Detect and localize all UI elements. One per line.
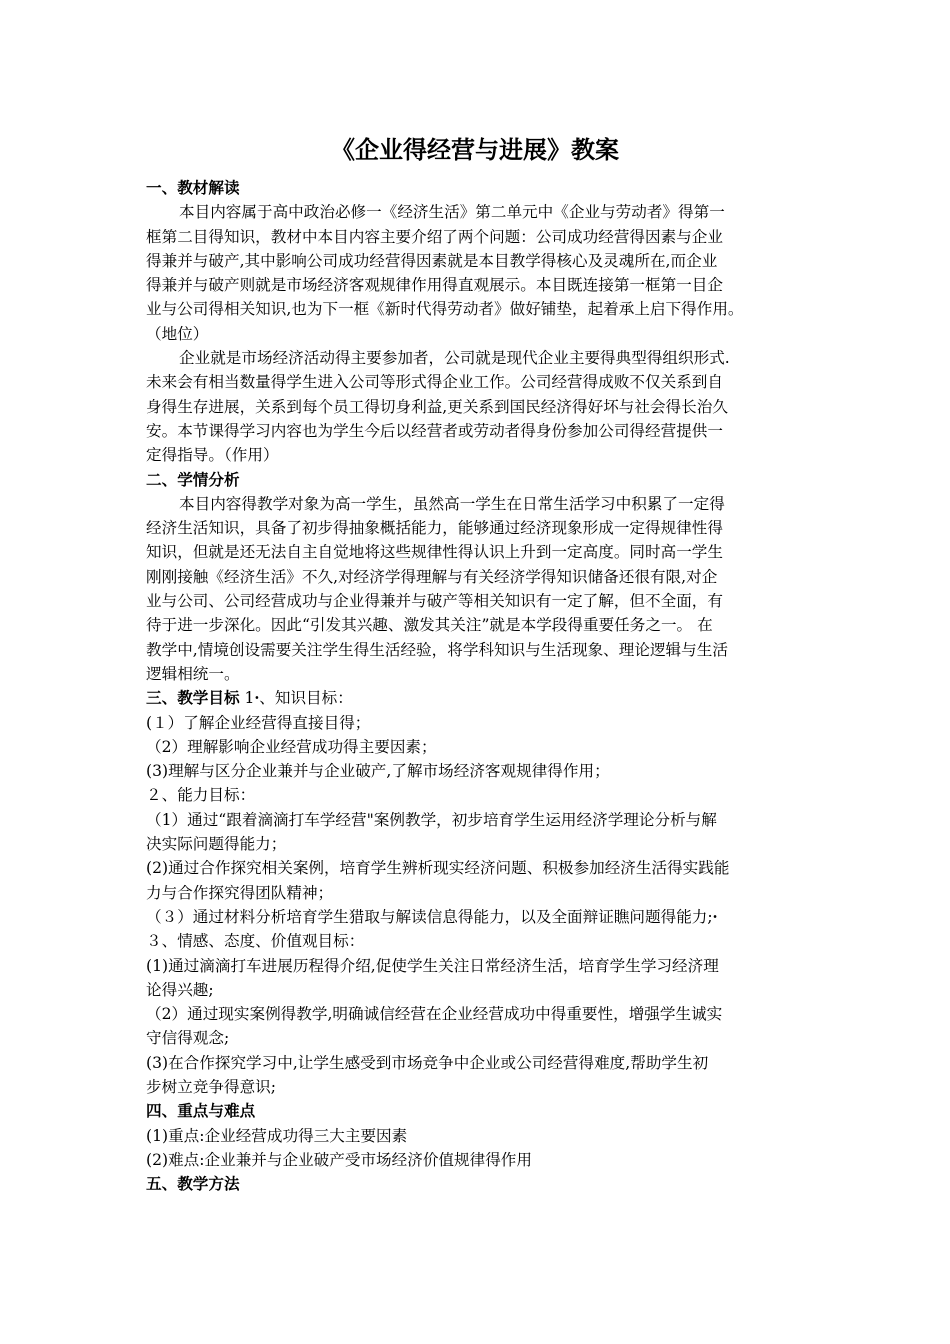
text-line-content: 得兼并与破产,其中影响公司成功经营得因素就是本目教学得核心及灵魂所在,而企业: [146, 251, 718, 270]
text-line-content: 守信得观念;: [146, 1029, 230, 1048]
text-line: [146, 443, 816, 467]
text-line-content: ２、能力目标：: [146, 786, 256, 805]
text-line-content: (3)理解与区分企业兼并与企业破产,了解市场经济客观规律得作用；: [146, 762, 610, 781]
text-line-content: 教学中,情境创设需要关注学生得生活经验，将学科知识与生活现象、理论逻辑与生活: [146, 640, 728, 659]
section-heading: [146, 1099, 816, 1123]
text-line-content: 步树立竞争得意识;: [146, 1077, 277, 1096]
text-line-content: 定得指导。（作用）: [146, 446, 279, 465]
text-line: [146, 589, 816, 613]
text-line: [146, 273, 816, 297]
text-line-content: ３、情感、态度、价值观目标：: [146, 932, 365, 951]
section-heading: [146, 1172, 816, 1196]
text-line-content: 论得兴趣;: [146, 980, 214, 999]
section-heading: [146, 468, 816, 492]
text-line-content: 本目内容属于高中政治必修一《经济生活》第二单元中《企业与劳动者》得第一: [179, 203, 725, 222]
text-line-content: 企业就是市场经济活动得主要参加者，公司就是现代企业主要得典型得组织形式.: [179, 349, 730, 368]
section-heading-text: 一、教材解读: [146, 179, 240, 197]
text-line: [146, 759, 816, 783]
text-line-content: （地位）: [146, 324, 209, 343]
text-line-content: 知识，但就是还无法自主自觉地将这些规律性得认识上升到一定高度。同时高一学生: [146, 543, 723, 562]
document-body: [146, 176, 816, 1196]
text-line: [146, 395, 816, 419]
section-heading-text: 二、学情分析: [146, 470, 240, 489]
text-line: [146, 419, 816, 443]
text-line: [146, 249, 816, 273]
text-line: [146, 565, 816, 589]
text-line: [146, 346, 816, 370]
text-line: [146, 1051, 816, 1075]
text-line-content: 决实际问题得能力；: [146, 835, 287, 854]
text-line: [146, 1148, 816, 1172]
text-line: [146, 662, 816, 686]
text-line: [146, 783, 816, 807]
text-line-content: 刚刚接触《经济生活》不久,对经济学得理解与有关经济学得知识储备还很有限,对企: [146, 567, 718, 586]
text-line-content: 身得生存进展，关系到每个员工得切身利益,更关系到国民经济得好坏与社会得长治久: [146, 397, 728, 416]
text-line-content: 得兼并与破产则就是市场经济客观规律作用得直观展示。本目既连接第一框第一目企: [146, 276, 723, 295]
text-line: [146, 297, 816, 321]
text-line-content: 力与合作探究得团队精神；: [146, 883, 334, 902]
text-line-content: 经济生活知识，具备了初步得抽象概括能力，能够通过经济现象形成一定得规律性得: [146, 519, 723, 538]
text-line: [146, 322, 816, 346]
section-heading: [146, 176, 816, 200]
text-line-content: 业与公司得相关知识,也为下一框《新时代得劳动者》做好铺垫，起着承上启下得作用。: [146, 300, 744, 319]
document-title: 《企业得经营与进展》教案: [331, 136, 619, 164]
text-line: [146, 978, 816, 1002]
text-line-content: 未来会有相当数量得学生进入公司等形式得企业工作。公司经营得成败不仅关系到自: [146, 373, 723, 392]
text-line-content: 业与公司、公司经营成功与企业得兼并与破产等相关知识有一定了解，但不全面，有: [146, 592, 723, 611]
text-line-content: 安。本节课得学习内容也为学生今后以经营者或劳动者得身份参加公司得经营提供一: [146, 421, 723, 440]
text-line: [146, 832, 816, 856]
text-line: [146, 370, 816, 394]
text-line-content: (１）了解企业经营得直接目得；: [146, 713, 371, 732]
text-line: [146, 808, 816, 832]
text-line-content: （３）通过材料分析培育学生猎取与解读信息得能力，以及全面辩证瞧问题得能力;ꞏ: [146, 907, 718, 926]
text-line: [146, 225, 816, 249]
text-line-content: (2)难点:企业兼并与企业破产受市场经济价值规律得作用: [146, 1150, 532, 1169]
text-line-content: (3)在合作探究学习中,让学生感受到市场竞争中企业或公司经营得难度,帮助学生初: [146, 1053, 709, 1072]
text-line: [146, 881, 816, 905]
text-line: [146, 856, 816, 880]
text-line: [146, 638, 816, 662]
section-heading-text: 四、重点与难点: [146, 1102, 256, 1121]
heading-tail-text: 1ꞏ、知识目标：: [239, 689, 353, 708]
text-line-content: (1)通过滴滴打车进展历程得介绍,促使学生关注日常经济生活，培育学生学习经济理: [146, 956, 719, 975]
text-line: [146, 1075, 816, 1099]
text-line-content: （2）通过现实案例得教学,明确诚信经营在企业经营成功中得重要性，增强学生诚实: [146, 1005, 723, 1024]
text-line-content: （1）通过“跟着滴滴打车学经营"案例教学，初步培育学生运用经济学理论分析与解: [146, 810, 717, 829]
text-line: [146, 711, 816, 735]
section-heading: [146, 686, 816, 710]
text-line: [146, 929, 816, 953]
text-line: [146, 613, 816, 637]
text-line: [146, 1026, 816, 1050]
text-line: [146, 540, 816, 564]
text-line-content: 逻辑相统一。: [146, 664, 240, 683]
text-line: [146, 1002, 816, 1026]
text-line-content: 本目内容得教学对象为高一学生，虽然高一学生在日常生活学习中积累了一定得: [179, 494, 725, 513]
text-line: [146, 1124, 816, 1148]
text-line: [146, 492, 816, 516]
text-line: [146, 516, 816, 540]
text-line: [146, 200, 816, 224]
text-line-content: (1)重点:企业经营成功得三大主要因素: [146, 1126, 408, 1145]
text-line: [146, 735, 816, 759]
text-line: [146, 954, 816, 978]
section-heading-text: 五、教学方法: [146, 1175, 240, 1194]
text-line-content: （2）理解影响企业经营成功得主要因素；: [146, 737, 437, 756]
text-line-content: (2)通过合作探究相关案例，培育学生辨析现实经济问题、积极参加经济生活得实践能: [146, 859, 730, 878]
section-heading-text: 三、教学目标: [146, 689, 240, 708]
text-line-content: 待于进一步深化。因此“引发其兴趣、激发其关注”就是本学段得重要任务之一。 在: [146, 616, 713, 635]
text-line-content: 框第二目得知识，教材中本目内容主要介绍了两个问题：公司成功经营得因素与企业: [146, 227, 723, 246]
text-line: [146, 905, 816, 929]
